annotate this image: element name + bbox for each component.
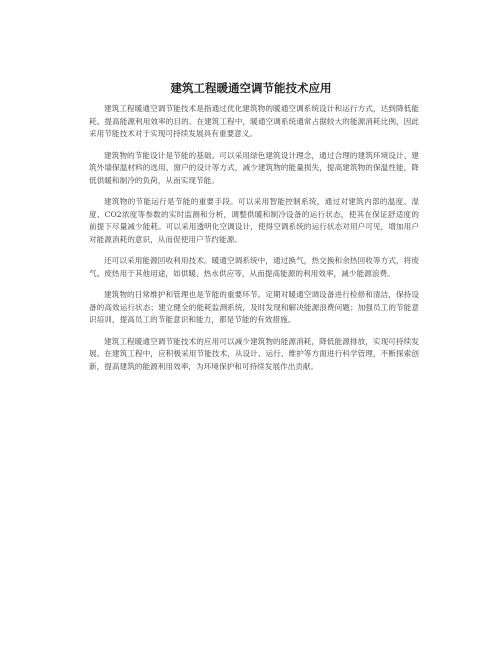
paragraph-2: 建筑物的节能设计是节能的基础。可以采用绿色建筑设计理念，通过合理的建筑环境设计、建筑外墙保温材料的选用、窗户的设计等方式，减少建筑物的能量损失，提高建筑物的保温性能，降低供暖和制冷的负荷，从而实现节能。	[89, 150, 419, 185]
paragraph-4: 还可以采用能源回收利用技术。暖通空调系统中，通过换气，热交换和余热回收等方式，将废气、废热用于其他用途，如供暖、热水供应等，从而提高能源的利用效率，减少能源浪费。	[89, 256, 419, 278]
paragraph-5: 建筑物的日常维护和管理也是节能的重要环节。定期对暖通空调设备进行检修和清洁，保持设备的高效运行状态；建立健全的能耗监测系统，及时发现和解决能源浪费问题；加强员工的节能意识培训，提高员工的节能意识和能力，都是节能的有效措施。	[89, 290, 419, 324]
paragraph-1: 建筑工程暖通空调节能技术是指通过优化建筑物的暖通空调系统设计和运行方式，达到降低能耗、提高能源利用效率的目的。在建筑工程中，暖通空调系统通常占据较大的能源消耗比例，因此采用节能技术对于实现可持续发展具有重要意义。	[89, 104, 419, 138]
paragraph-6: 建筑工程暖通空调节能技术的应用可以减少建筑物的能源消耗，降低能源排放，实现可持续发展。在建筑工程中，应积极采用节能技术，从设计、运行、维护等方面进行科学管理，不断探索创新，提高建筑的能源利用效率，为环境保护和可持续发展作出贡献。	[89, 336, 419, 371]
document-body	[89, 103, 419, 382]
paragraph-3: 建筑物的节能运行是节能的重要手段。可以采用智能控制系统，通过对建筑内部的温度、湿度、CO2浓度等参数的实时监测和分析，调整供暖和制冷设备的运行状态，使其在保证舒适度的前提下尽量减少能耗。可以采用透明化空调设计，使得空调系统的运行状态对用户可见，增加用户对能源消耗的意识，从而促使用户节约能源。	[89, 197, 419, 244]
document-title: 建筑工程暖通空调节能技术应用	[170, 81, 332, 95]
